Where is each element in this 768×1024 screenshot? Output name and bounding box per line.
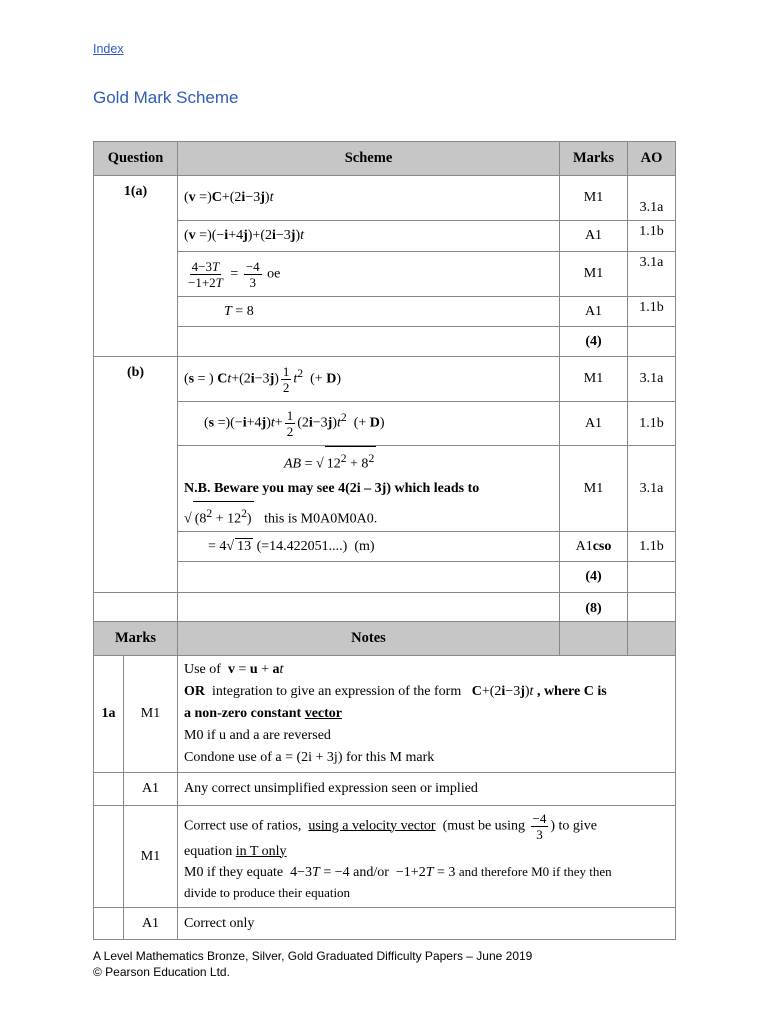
table-row bbox=[94, 221, 676, 252]
table-row bbox=[94, 252, 676, 297]
empty-cell bbox=[94, 593, 178, 625]
notes-cell: Any correct unsimplified expression seen or implied bbox=[178, 773, 676, 806]
table-row bbox=[94, 446, 676, 532]
empty-cell bbox=[94, 908, 124, 940]
scheme-cell: (s = ) Ct+(2i−3j) $\frac{1}{2}$ $t^2$ (+ D) bbox=[178, 357, 560, 402]
notes-cell: Use of v = u + at OR integration to give an expression of the form C+(2i−3j)t , where C is a non-zero constant vector M0 if u and a are reversed Condone use of a = (2i + 3j) for this M mark bbox=[178, 656, 676, 773]
mark-cell: A1 bbox=[560, 221, 628, 252]
ao-cell: 1.1b bbox=[628, 532, 676, 562]
this-is-text: this is M0A0M0A0. bbox=[264, 511, 378, 527]
header-blank bbox=[628, 622, 676, 656]
header-marks: Marks bbox=[94, 622, 178, 656]
header-notes: Notes bbox=[178, 622, 560, 656]
mark-cell: A1 bbox=[560, 297, 628, 327]
notes-header-row bbox=[94, 622, 676, 656]
mark-cell: M1 bbox=[560, 252, 628, 297]
question-label-1a: 1(a) bbox=[94, 176, 178, 357]
scheme-cell: (v =)(−i+4j)+(2i−3j)t bbox=[178, 221, 560, 252]
header-marks: Marks bbox=[560, 142, 628, 176]
table-row bbox=[94, 908, 676, 940]
table-row bbox=[94, 593, 676, 625]
ao-cell: 3.1a bbox=[628, 357, 676, 402]
mark-cell: M1 bbox=[124, 656, 178, 773]
distance-value: 14.422051.... bbox=[269, 539, 343, 555]
scheme-cell bbox=[178, 562, 560, 593]
mark-cell: A1 bbox=[124, 773, 178, 806]
ao-cell: 3.1a bbox=[628, 176, 676, 221]
empty-cell bbox=[628, 593, 676, 625]
index-link[interactable]: Index bbox=[93, 42, 124, 56]
nb-warning: N.B. Beware you may see 4(2i – 3j) which leads to bbox=[184, 480, 480, 496]
empty-cell bbox=[94, 806, 124, 908]
ao-cell: 3.1a bbox=[628, 252, 676, 297]
ao-cell bbox=[628, 562, 676, 593]
mark-cell: A1cso bbox=[560, 532, 628, 562]
scheme-header-row bbox=[94, 142, 676, 176]
ao-cell: 1.1b bbox=[628, 221, 676, 252]
copyright-line: © Pearson Education Ltd. bbox=[93, 965, 230, 979]
empty-cell bbox=[94, 773, 124, 806]
ao-cell: 1.1b bbox=[628, 402, 676, 446]
table-row bbox=[94, 656, 676, 773]
scheme-cell: = 4√ 13 (=14.422051....) (m) bbox=[178, 532, 560, 562]
ao-cell: 3.1a bbox=[628, 446, 676, 532]
scheme-table bbox=[93, 141, 676, 625]
empty-cell bbox=[178, 593, 560, 625]
footer-line: A Level Mathematics Bronze, Silver, Gold Graduated Difficulty Papers – June 2019 bbox=[93, 949, 533, 963]
table-row bbox=[94, 327, 676, 357]
scheme-cell: $\frac{4-3T}{-1+2T}$ = $\frac{-4}{3}$ oe bbox=[178, 252, 560, 297]
header-ao: AO bbox=[628, 142, 676, 176]
scheme-cell: AB = √ $12^2 + 8^2$ N.B. Beware you may see 4(2i – 3j) which leads to √ $(8^2 + 12^2)$ this is M0A0M0A0. bbox=[178, 446, 560, 532]
table-row bbox=[94, 402, 676, 446]
mark-cell: A1 bbox=[124, 908, 178, 940]
table-row bbox=[94, 806, 676, 908]
table-row bbox=[94, 562, 676, 593]
table-row bbox=[94, 532, 676, 562]
notes-cell: Correct only bbox=[178, 908, 676, 940]
table-row bbox=[94, 176, 676, 221]
mark-cell: M1 bbox=[560, 176, 628, 221]
question-label-1b: (b) bbox=[94, 357, 178, 593]
notes-cell: Correct use of ratios, using a velocity vector (must be using $\frac{-4}{3}$ ) to give equation in T only M0 if they equate 4−3T = −4 and/or −1+2T = 3 and therefore M0 if they then divide to produce their equation bbox=[178, 806, 676, 908]
scheme-cell bbox=[178, 327, 560, 357]
table-row bbox=[94, 357, 676, 402]
table-row bbox=[94, 773, 676, 806]
page-title: Gold Mark Scheme bbox=[93, 88, 239, 107]
mark-total-cell: (4) bbox=[560, 562, 628, 593]
ao-cell bbox=[628, 327, 676, 357]
scheme-cell: (s =)(−i+4j)t+ $\frac{1}{2}$ $(2i-3j)t^2$ (+ D) bbox=[178, 402, 560, 446]
page-footer bbox=[93, 948, 532, 980]
mark-cell: M1 bbox=[560, 446, 628, 532]
ao-cell: 1.1b bbox=[628, 297, 676, 327]
scheme-cell: T = 8 bbox=[178, 297, 560, 327]
mark-cell: M1 bbox=[124, 806, 178, 908]
scheme-cell: (v =)C+(2i−3j)t bbox=[178, 176, 560, 221]
mark-total-cell: (4) bbox=[560, 327, 628, 357]
header-scheme: Scheme bbox=[178, 142, 560, 176]
notes-table bbox=[93, 621, 676, 940]
header-blank bbox=[560, 622, 628, 656]
unit-label: (m) bbox=[354, 539, 375, 555]
mark-cell: M1 bbox=[560, 357, 628, 402]
grand-total-cell: (8) bbox=[560, 593, 628, 625]
oe-label: oe bbox=[267, 266, 281, 282]
table-row bbox=[94, 297, 676, 327]
header-question: Question bbox=[94, 142, 178, 176]
question-label-1a: 1a bbox=[94, 656, 124, 773]
mark-cell: A1 bbox=[560, 402, 628, 446]
